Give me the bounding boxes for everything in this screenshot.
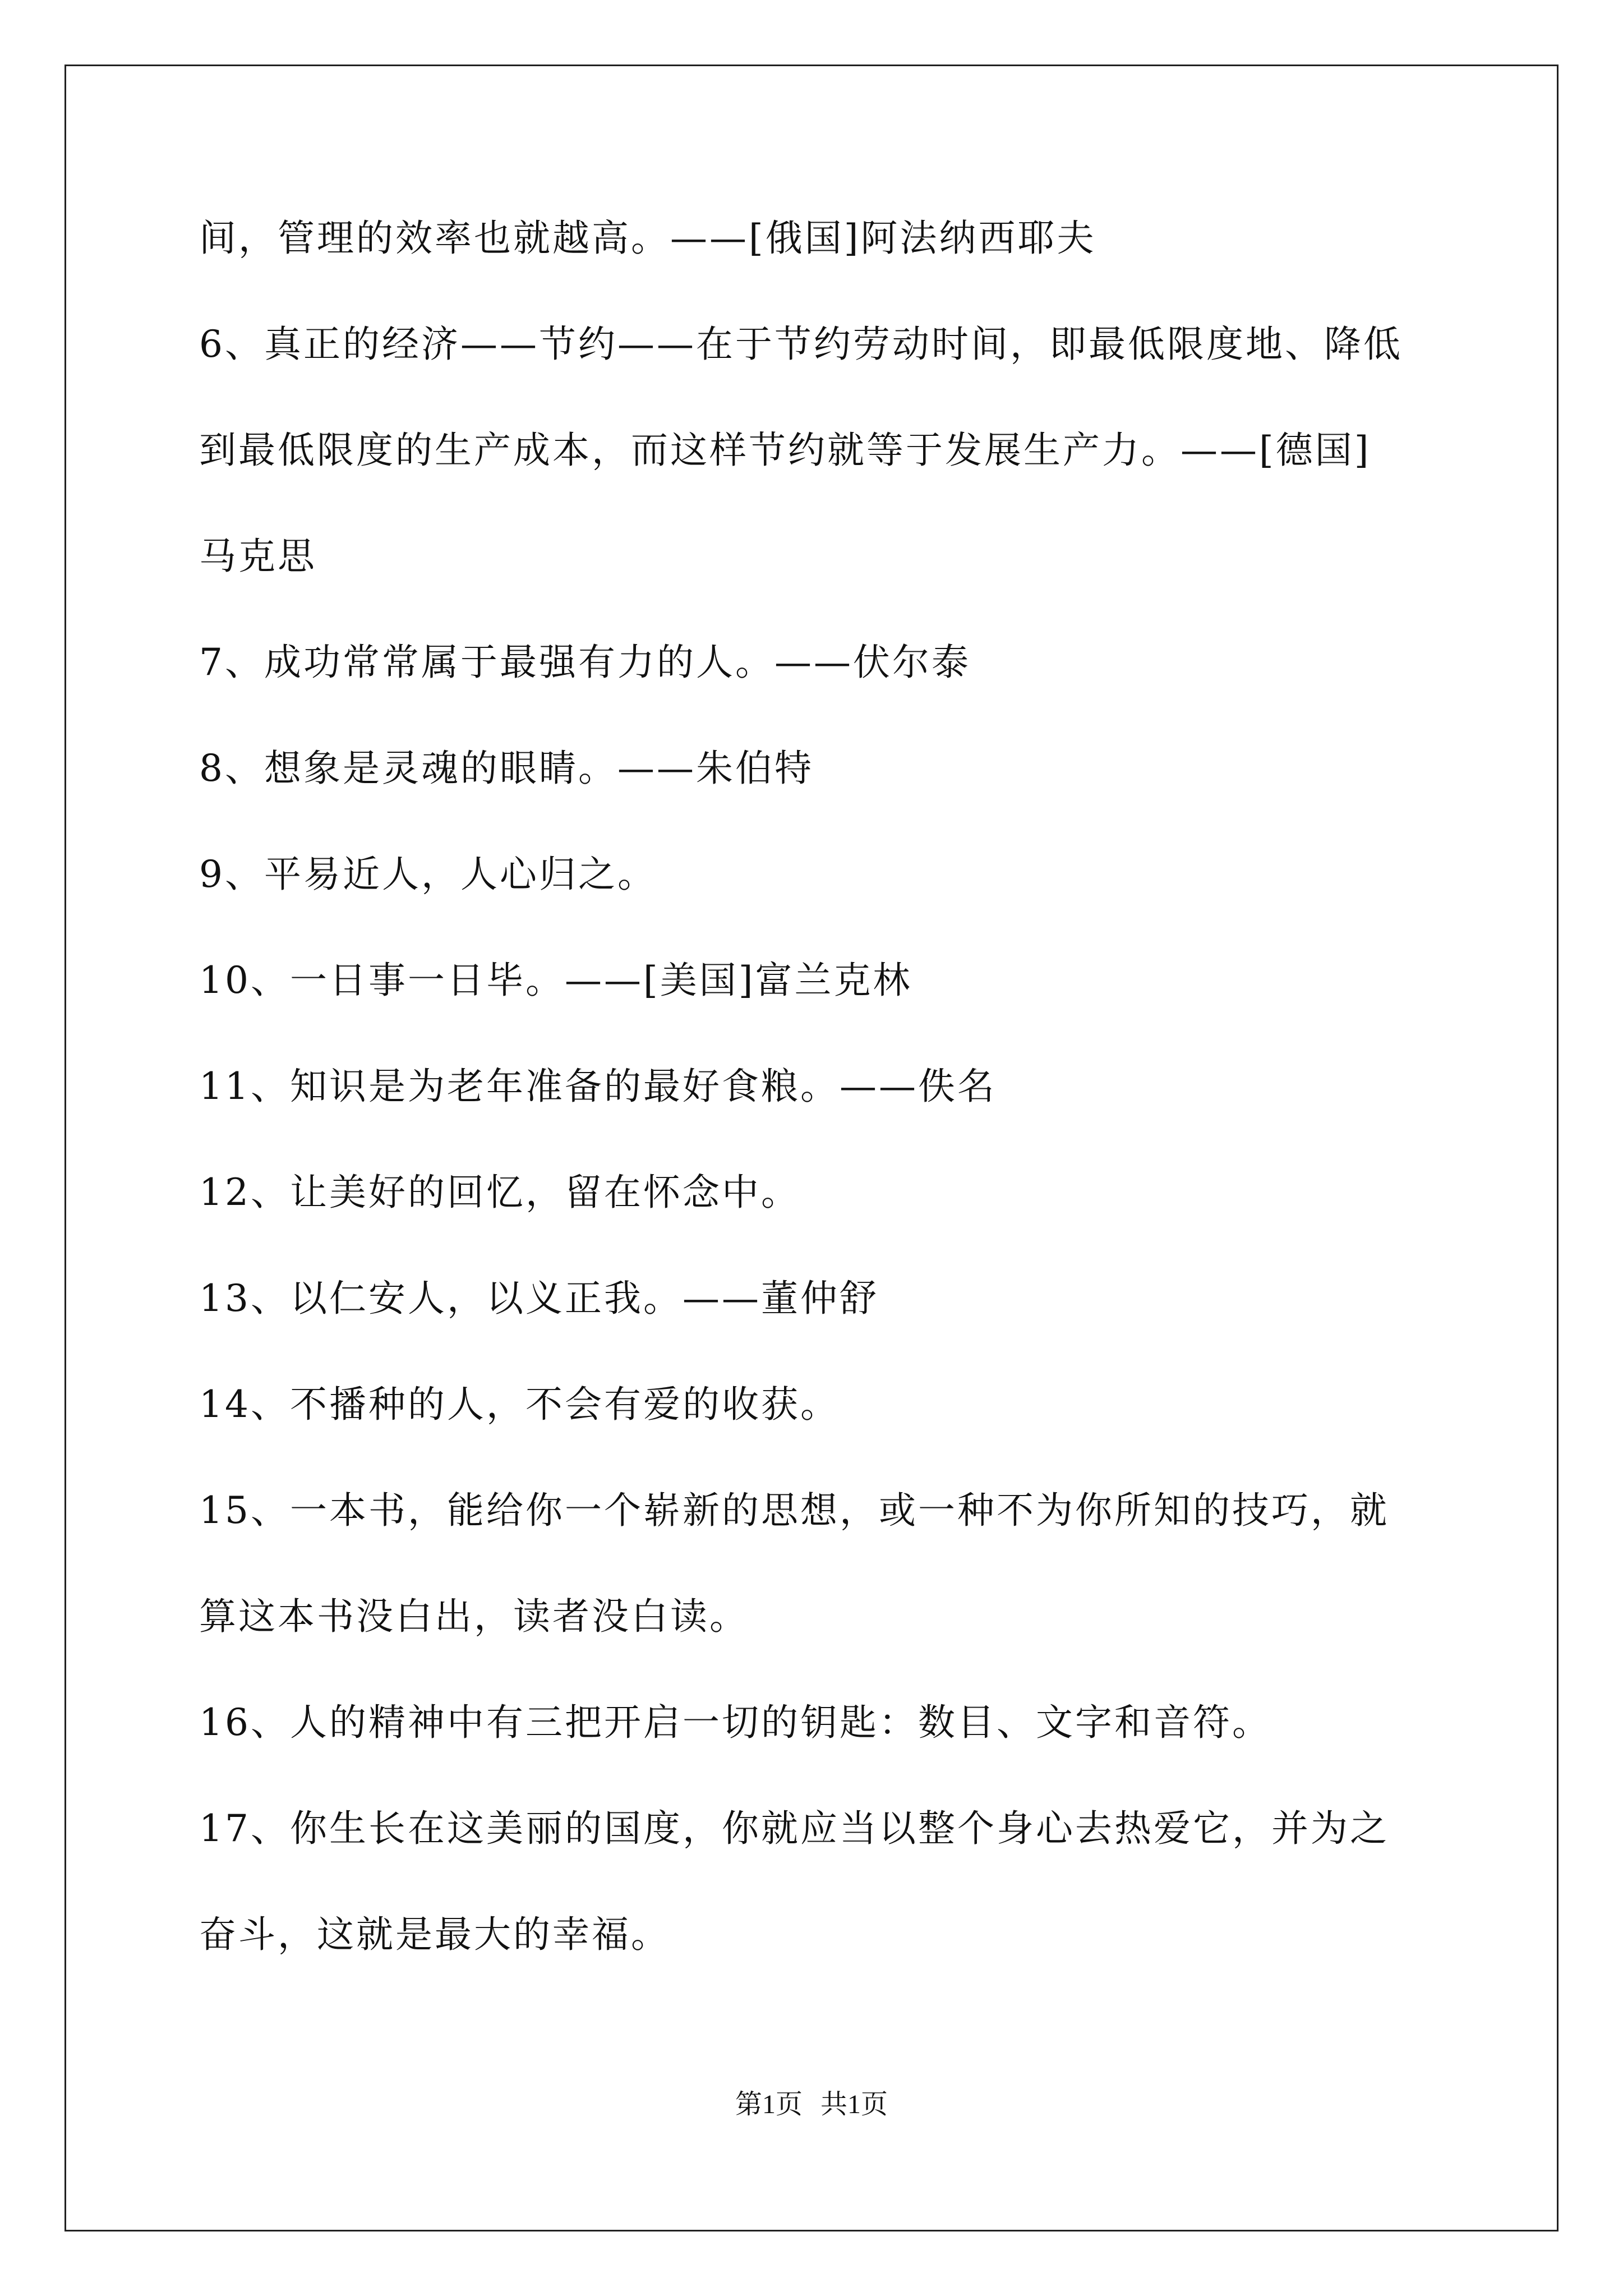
text-line: 算这本书没白出，读者没白读。 [199,1595,749,1638]
page-total: 共1页 [820,2090,888,2119]
text-line: 到最低限度的生产成本，而这样节约就等于发展生产力。——[德国] [199,429,1371,472]
text-line: 马克思 [199,535,317,578]
text-line: 17、你生长在这美丽的国度，你就应当以整个身心去热爱它，并为之 [199,1807,1389,1850]
text-line: 15、一本书，能给你一个崭新的思想，或一种不为你所知的技巧，就 [199,1489,1389,1532]
text-line: 间，管理的效率也就越高。——[俄国]阿法纳西耶夫 [199,217,1096,260]
page-footer [0,2082,1623,2121]
text-line: 16、人的精神中有三把开启一切的钥匙：数目、文字和音符。 [199,1701,1271,1744]
text-line: 10、一日事一日毕。——[美国]富兰克林 [199,959,912,1002]
document-body [199,217,1427,2022]
text-line: 13、以仁安人，以义正我。——董仲舒 [199,1277,879,1320]
text-line: 14、不播种的人，不会有爱的收获。 [199,1383,840,1426]
text-line: 12、让美好的回忆，留在怀念中。 [199,1171,800,1214]
page-number: 第1页 [735,2090,803,2119]
text-line: 11、知识是为老年准备的最好食粮。——佚名 [199,1065,997,1108]
text-line: 7、成功常常属于最强有力的人。——伏尔泰 [199,641,971,684]
text-line: 6、真正的经济——节约——在于节约劳动时间，即最低限度地、降低 [199,323,1403,366]
text-line: 奋斗，这就是最大的幸福。 [199,1913,670,1956]
text-line: 8、想象是灵魂的眼睛。——朱伯特 [199,747,814,790]
text-line: 9、平易近人，人心归之。 [199,853,657,896]
